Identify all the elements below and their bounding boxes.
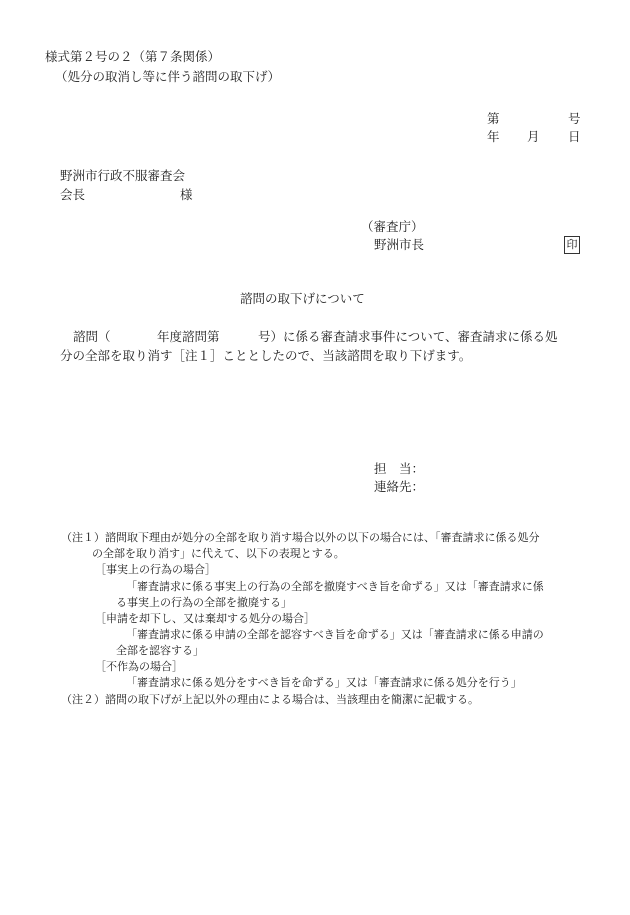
case1-line2: る事実上の行為の全部を撤廃する」 — [116, 596, 292, 609]
body-line1-c: 号）に係る審査請求事件について、審査請求に係る処 — [258, 329, 558, 344]
date-month: 月 — [527, 129, 540, 144]
contact-person-label: 担 当： — [374, 461, 425, 476]
case3-line1: 「審査請求に係る処分をすべき旨を命ずる」又は「審査請求に係る処分を行う」 — [126, 676, 522, 689]
case1-line1: 「審査請求に係る事実上の行為の全部を撤廃すべき旨を命ずる」又は「審査請求に係 — [126, 580, 544, 593]
sender-name: 野洲市長 — [374, 237, 425, 252]
seal-stamp: 印 — [564, 236, 580, 254]
note1-line2: の全部を取り消す」に代えて、以下の表現とする。 — [92, 547, 345, 560]
note2: （注２）諮問の取下げが上記以外の理由による場合は、当該理由を簡潔に記載する。 — [61, 693, 479, 706]
case2-line1: 「審査請求に係る申請の全部を認容すべき旨を命ずる」又は「審査請求に係る申請の — [126, 628, 544, 641]
sender-agency-label: （審査庁） — [361, 219, 424, 234]
document-title: 諮問の取下げについて — [240, 291, 365, 306]
body-line1-a: 諮問（ — [73, 329, 111, 344]
case2-line2: 全部を認容する」 — [116, 644, 204, 657]
case1-title: ［事実上の行為の場合］ — [95, 563, 216, 576]
form-subtitle: （処分の取消し等に伴う諮問の取下げ） — [55, 69, 281, 84]
body-line1-b: 年度諮問第 — [157, 329, 220, 344]
note1-line1: （注１）諮問取下理由が処分の全部を取り消す場合以外の以下の場合には、「審査請求に係る処分 — [61, 531, 540, 544]
date-day: 日 — [568, 129, 581, 144]
doc-number-dai: 第 — [487, 111, 500, 126]
doc-number-go: 号 — [568, 111, 581, 126]
recipient-sama: 様 — [180, 187, 193, 202]
recipient-chair: 会長 — [60, 187, 86, 202]
date-year: 年 — [487, 129, 500, 144]
body-line2: 分の全部を取り消す［注１］こととしたので、当該諮問を取り下げます。 — [60, 348, 472, 363]
case3-title: ［不作為の場合］ — [95, 660, 183, 673]
form-number: 様式第２号の２（第７条関係） — [45, 49, 221, 64]
recipient-council: 野洲市行政不服審査会 — [60, 168, 186, 183]
contact-info-label: 連絡先： — [374, 479, 425, 494]
case2-title: ［申請を却下し、又は棄却する処分の場合］ — [95, 612, 315, 625]
